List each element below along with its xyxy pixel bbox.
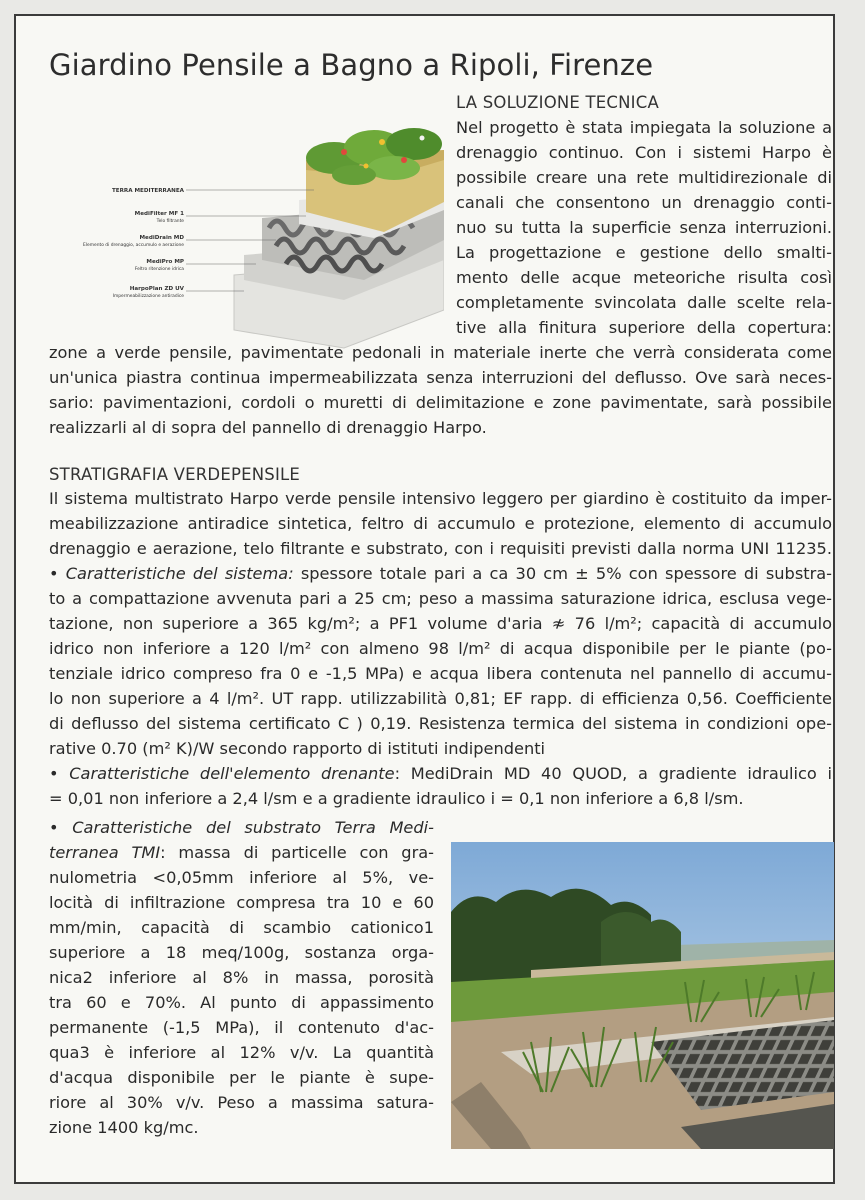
- text-line: d'acqua disponibile per le piante è supe-: [49, 1068, 434, 1087]
- label-medifilter: MediFilter MF 1: [134, 211, 184, 217]
- bullet-label: • Caratteristiche dell'elemento drenante: [49, 764, 395, 783]
- text-line: locità di infiltrazione compresa tra 10 e 60: [49, 893, 434, 912]
- label-terra-mediterranea: TERRA MEDITERRANEA: [111, 188, 184, 194]
- text-line: tenziale idrico compreso fra 0 e -1,5 MPa) e acqua libera contenuta nel pannello di accumu-: [49, 664, 832, 683]
- text-line: La progettazione e gestione dello smalti-: [456, 243, 832, 262]
- bullet-text: spessore totale pari a ca 30 cm ± 5% con spessore di substra-: [293, 564, 833, 583]
- text-line: un'unica piastra continua impermeabilizzata senza interruzioni del deflusso. Ove sarà neces-: [49, 368, 832, 387]
- text-line: idrico non inferiore a 120 l/m² con almeno 98 l/m² di acqua disponibile per le piante (po-: [49, 639, 832, 658]
- text-line: tive alla finitura superiore della copertura:: [456, 318, 832, 337]
- text-line: = 0,01 non inferiore a 2,4 l/sm e a gradiente idraulico i = 0,1 non inferiore a 6,8 l/sm.: [49, 789, 744, 808]
- text-line: di deflusso del sistema certificato C ) 0,19. Resistenza termica del sistema in condizioni ope-: [49, 714, 832, 733]
- document-page: [14, 14, 835, 1184]
- bullet-substrato: [49, 816, 434, 840]
- text-line: [49, 841, 434, 865]
- text-line: nica2 inferiore al 8% in massa, porosità: [49, 968, 434, 987]
- text-line: mento delle acque meteoriche risulta così: [456, 268, 832, 287]
- text-line: completamente svincolata dalle scelte rela-: [456, 293, 832, 312]
- label-harpoplan-sub: Impermeabilizzazione antiradice: [112, 294, 184, 299]
- section-heading-stratigrafia: STRATIGRAFIA VERDEPENSILE: [49, 465, 301, 484]
- text-line: realizzarli al di sopra del pannello di drenaggio Harpo.: [49, 418, 487, 437]
- text-line: lo non superiore a 4 l/m². UT rapp. utilizzabilità 0,81; EF rapp. di efficienza 0,56. Coefficiente: [49, 689, 832, 708]
- bullet-caratteristiche-sistema: [49, 562, 832, 586]
- text-line: drenaggio continuo. Con i sistemi Harpo è: [456, 143, 832, 162]
- label-medifilter-sub: Telo filtrante: [156, 219, 184, 224]
- page-title: Giardino Pensile a Bagno a Ripoli, Firenze: [49, 48, 654, 82]
- text-line: nuo su tutta la superficie senza interruzioni.: [456, 218, 832, 237]
- text-line: qua3 è inferiore al 12% v/v. La quantità: [49, 1043, 434, 1062]
- bullet-text: : MediDrain MD 40 QUOD, a gradiente idraulico i: [394, 764, 832, 783]
- text-line: Nel progetto è stata impiegata la soluzione a: [456, 118, 832, 137]
- text-line: mm/min, capacità di scambio cationico1: [49, 918, 434, 937]
- label-harpoplan: HarpoPlan ZD UV: [129, 286, 184, 292]
- text-line: tazione, non superiore a 365 kg/m²; a PF1 volume d'aria ≉ 76 l/m²; capacità di accumulo: [49, 614, 832, 633]
- garden-photo: [451, 842, 834, 1149]
- section-heading-soluzione-tecnica: LA SOLUZIONE TECNICA: [456, 93, 659, 112]
- bullet-elemento-drenante: [49, 762, 832, 786]
- green-roof-layer-diagram: [44, 120, 444, 350]
- text-line: possibile creare una rete multidirezionale di: [456, 168, 832, 187]
- bullet-label: • Caratteristiche del substrato Terra Medi-: [49, 818, 434, 837]
- text-line: permanente (-1,5 MPa), il contenuto d'ac-: [49, 1018, 434, 1037]
- text-line: meabilizzazione antiradice sintetica, feltro di accumulo e protezione, elemento di accumulo: [49, 514, 832, 533]
- label-medidrain: MediDrain MD: [139, 235, 184, 241]
- text-line: zione 1400 kg/mc.: [49, 1118, 199, 1137]
- text-line: superiore a 18 meq/100g, sostanza orga-: [49, 943, 434, 962]
- text-line: tra 60 e 70%. Al punto di appassimento: [49, 993, 434, 1012]
- bullet-label: terranea TMI: [49, 843, 161, 862]
- bullet-text: : massa di particelle con gra-: [160, 843, 434, 862]
- text-line: riore al 30% v/v. Peso a massima satura-: [49, 1093, 434, 1112]
- text-line: canali che consentono un drenaggio conti-: [456, 193, 832, 212]
- label-medipro-sub: Feltro ritenzione idrica: [134, 267, 184, 272]
- text-line: sario: pavimentazioni, cordoli o muretti di delimitazione e zone pavimentate, sarà possibile: [49, 393, 832, 412]
- label-medipro: MediPro MP: [146, 259, 184, 265]
- label-medidrain-sub: Elemento di drenaggio, accumulo e aerazione: [83, 243, 184, 248]
- bullet-label: • Caratteristiche del sistema:: [49, 564, 294, 583]
- text-line: nulometria <0,05mm inferiore al 5%, ve-: [49, 868, 434, 887]
- text-line: rative 0.70 (m² K)/W secondo rapporto di istituti indipendenti: [49, 739, 546, 758]
- text-line: zone a verde pensile, pavimentate pedonali in materiale inerte che verrà considerata come: [49, 343, 832, 362]
- text-line: Il sistema multistrato Harpo verde pensile intensivo leggero per giardino è costituito da imper-: [49, 489, 832, 508]
- text-line: drenaggio e aerazione, telo filtrante e substrato, con i requisiti previsti dalla norma UNI 11235.: [49, 539, 832, 558]
- text-line: to a compattazione avvenuta pari a 25 cm; peso a massima saturazione idrica, esclusa vege-: [49, 589, 832, 608]
